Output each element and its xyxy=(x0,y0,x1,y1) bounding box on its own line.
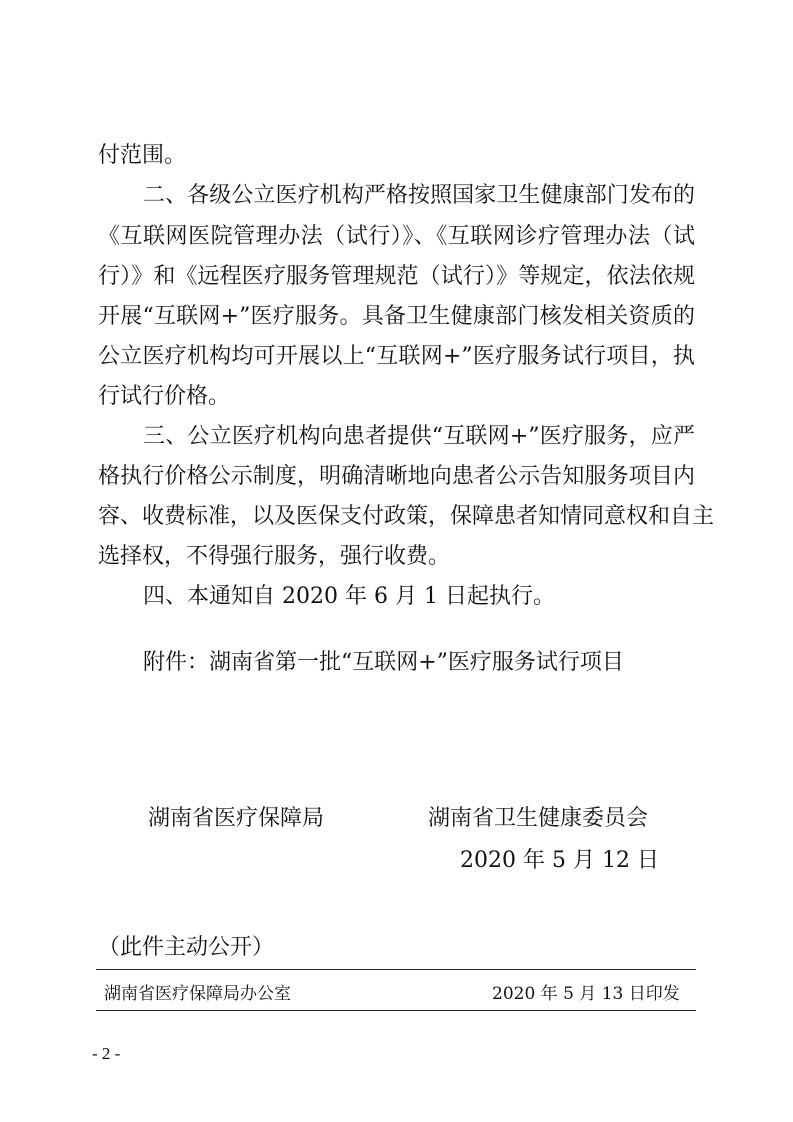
body-line-7: 行试行价格。 xyxy=(98,384,231,409)
body-line-10: 容、收费标准，以及医保支付政策，保障患者知情同意权和自主 xyxy=(98,504,715,529)
footer-issuer: 湖南省医疗保障局办公室 xyxy=(104,984,291,1004)
body-line-4: 行）》和《远程医疗服务管理规范（试行）》等规定，依法依规 xyxy=(98,264,695,289)
attachment-line: 附件：湖南省第一批“互联网+”医疗服务试行项目 xyxy=(143,650,624,675)
signature-date: 2020 年 5 月 12 日 xyxy=(460,848,659,873)
signature-left: 湖南省医疗保障局 xyxy=(148,806,325,831)
footer-issue-date: 2020 年 5 月 13 日印发 xyxy=(492,984,680,1004)
body-line-8: 三、公立医疗机构向患者提供“互联网+”医疗服务，应严 xyxy=(143,424,695,449)
body-line-5: 开展“互联网+”医疗服务。具备卫生健康部门核发相关资质的 xyxy=(98,304,695,329)
footer-top-rule xyxy=(96,969,696,970)
body-line-9: 格执行价格公示制度，明确清晰地向患者公示告知服务项目内 xyxy=(98,464,695,489)
body-line-6: 公立医疗机构均可开展以上“互联网+”医疗服务试行项目，执 xyxy=(98,344,695,369)
body-line-12: 四、本通知自 2020 年 6 月 1 日起执行。 xyxy=(143,584,555,609)
body-line-11: 选择权，不得强行服务，强行收费。 xyxy=(98,544,451,569)
body-line-1: 付范围。 xyxy=(98,143,187,168)
signature-right: 湖南省卫生健康委员会 xyxy=(428,806,649,831)
page-number: - 2 - xyxy=(92,1044,121,1063)
disclosure-note: （此件主动公开） xyxy=(98,935,275,960)
footer-bottom-rule xyxy=(96,1010,696,1011)
body-line-2: 二、各级公立医疗机构严格按照国家卫生健康部门发布的 xyxy=(143,183,695,208)
body-line-3: 《互联网医院管理办法（试行）》、《互联网诊疗管理办法（试 xyxy=(98,224,695,249)
